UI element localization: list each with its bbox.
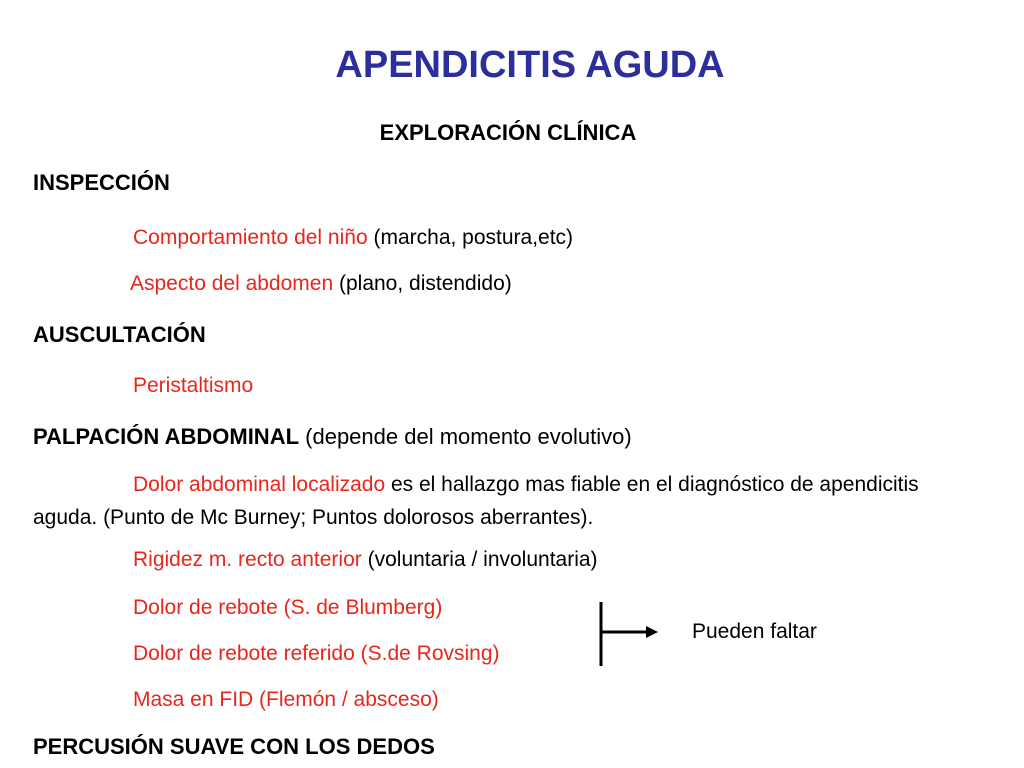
item-detail: (plano, distendido) [333, 272, 512, 295]
item-highlight: Rigidez m. recto anterior [133, 548, 362, 571]
section-heading-inspeccion: INSPECCIÓN [33, 170, 170, 195]
item-detail: (marcha, postura,etc) [367, 226, 574, 249]
list-item-rovsing [133, 642, 500, 666]
page-subtitle: EXPLORACIÓN CLÍNICA [379, 120, 637, 145]
item-highlight: Dolor abdominal localizado [133, 473, 386, 496]
heading-note: (depende del momento evolutivo) [299, 424, 632, 449]
section-heading-auscultacion: AUSCULTACIÓN [33, 322, 206, 347]
item-highlight: Dolor de rebote (S. de Blumberg) [133, 596, 443, 619]
item-detail: (voluntaria / involuntaria) [361, 548, 598, 571]
item-detail: es el hallazgo mas fiable en el diagnóstico de apendicitis aguda. (Punto de Mc Burney; Puntos dolorosos aberrantes). [33, 473, 919, 529]
page-title: APENDICITIS AGUDA [335, 44, 725, 86]
item-highlight: Comportamiento del niño [133, 226, 368, 249]
item-highlight: Masa en FID (Flemón / absceso) [133, 688, 439, 711]
item-highlight: Peristaltismo [133, 374, 254, 397]
list-item-rigidez [133, 548, 598, 572]
section-heading-percusion: PERCUSIÓN SUAVE CON LOS DEDOS [33, 734, 435, 759]
annotation-pueden-faltar: Pueden faltar [692, 620, 817, 643]
list-item-masa-fid [133, 688, 439, 712]
paragraph-dolor-localizado [33, 468, 973, 534]
list-item-comportamiento [133, 226, 573, 250]
section-heading-palpacion [33, 424, 632, 450]
list-item-peristaltismo [133, 374, 253, 398]
list-item-aspecto-abdomen [130, 272, 512, 296]
item-highlight: Aspecto del abdomen [130, 272, 334, 295]
heading-label: PALPACIÓN ABDOMINAL [33, 424, 300, 449]
item-highlight: Dolor de rebote referido (S.de Rovsing) [133, 642, 500, 665]
bracket-arrow-icon [590, 598, 662, 668]
list-item-blumberg [133, 596, 442, 620]
